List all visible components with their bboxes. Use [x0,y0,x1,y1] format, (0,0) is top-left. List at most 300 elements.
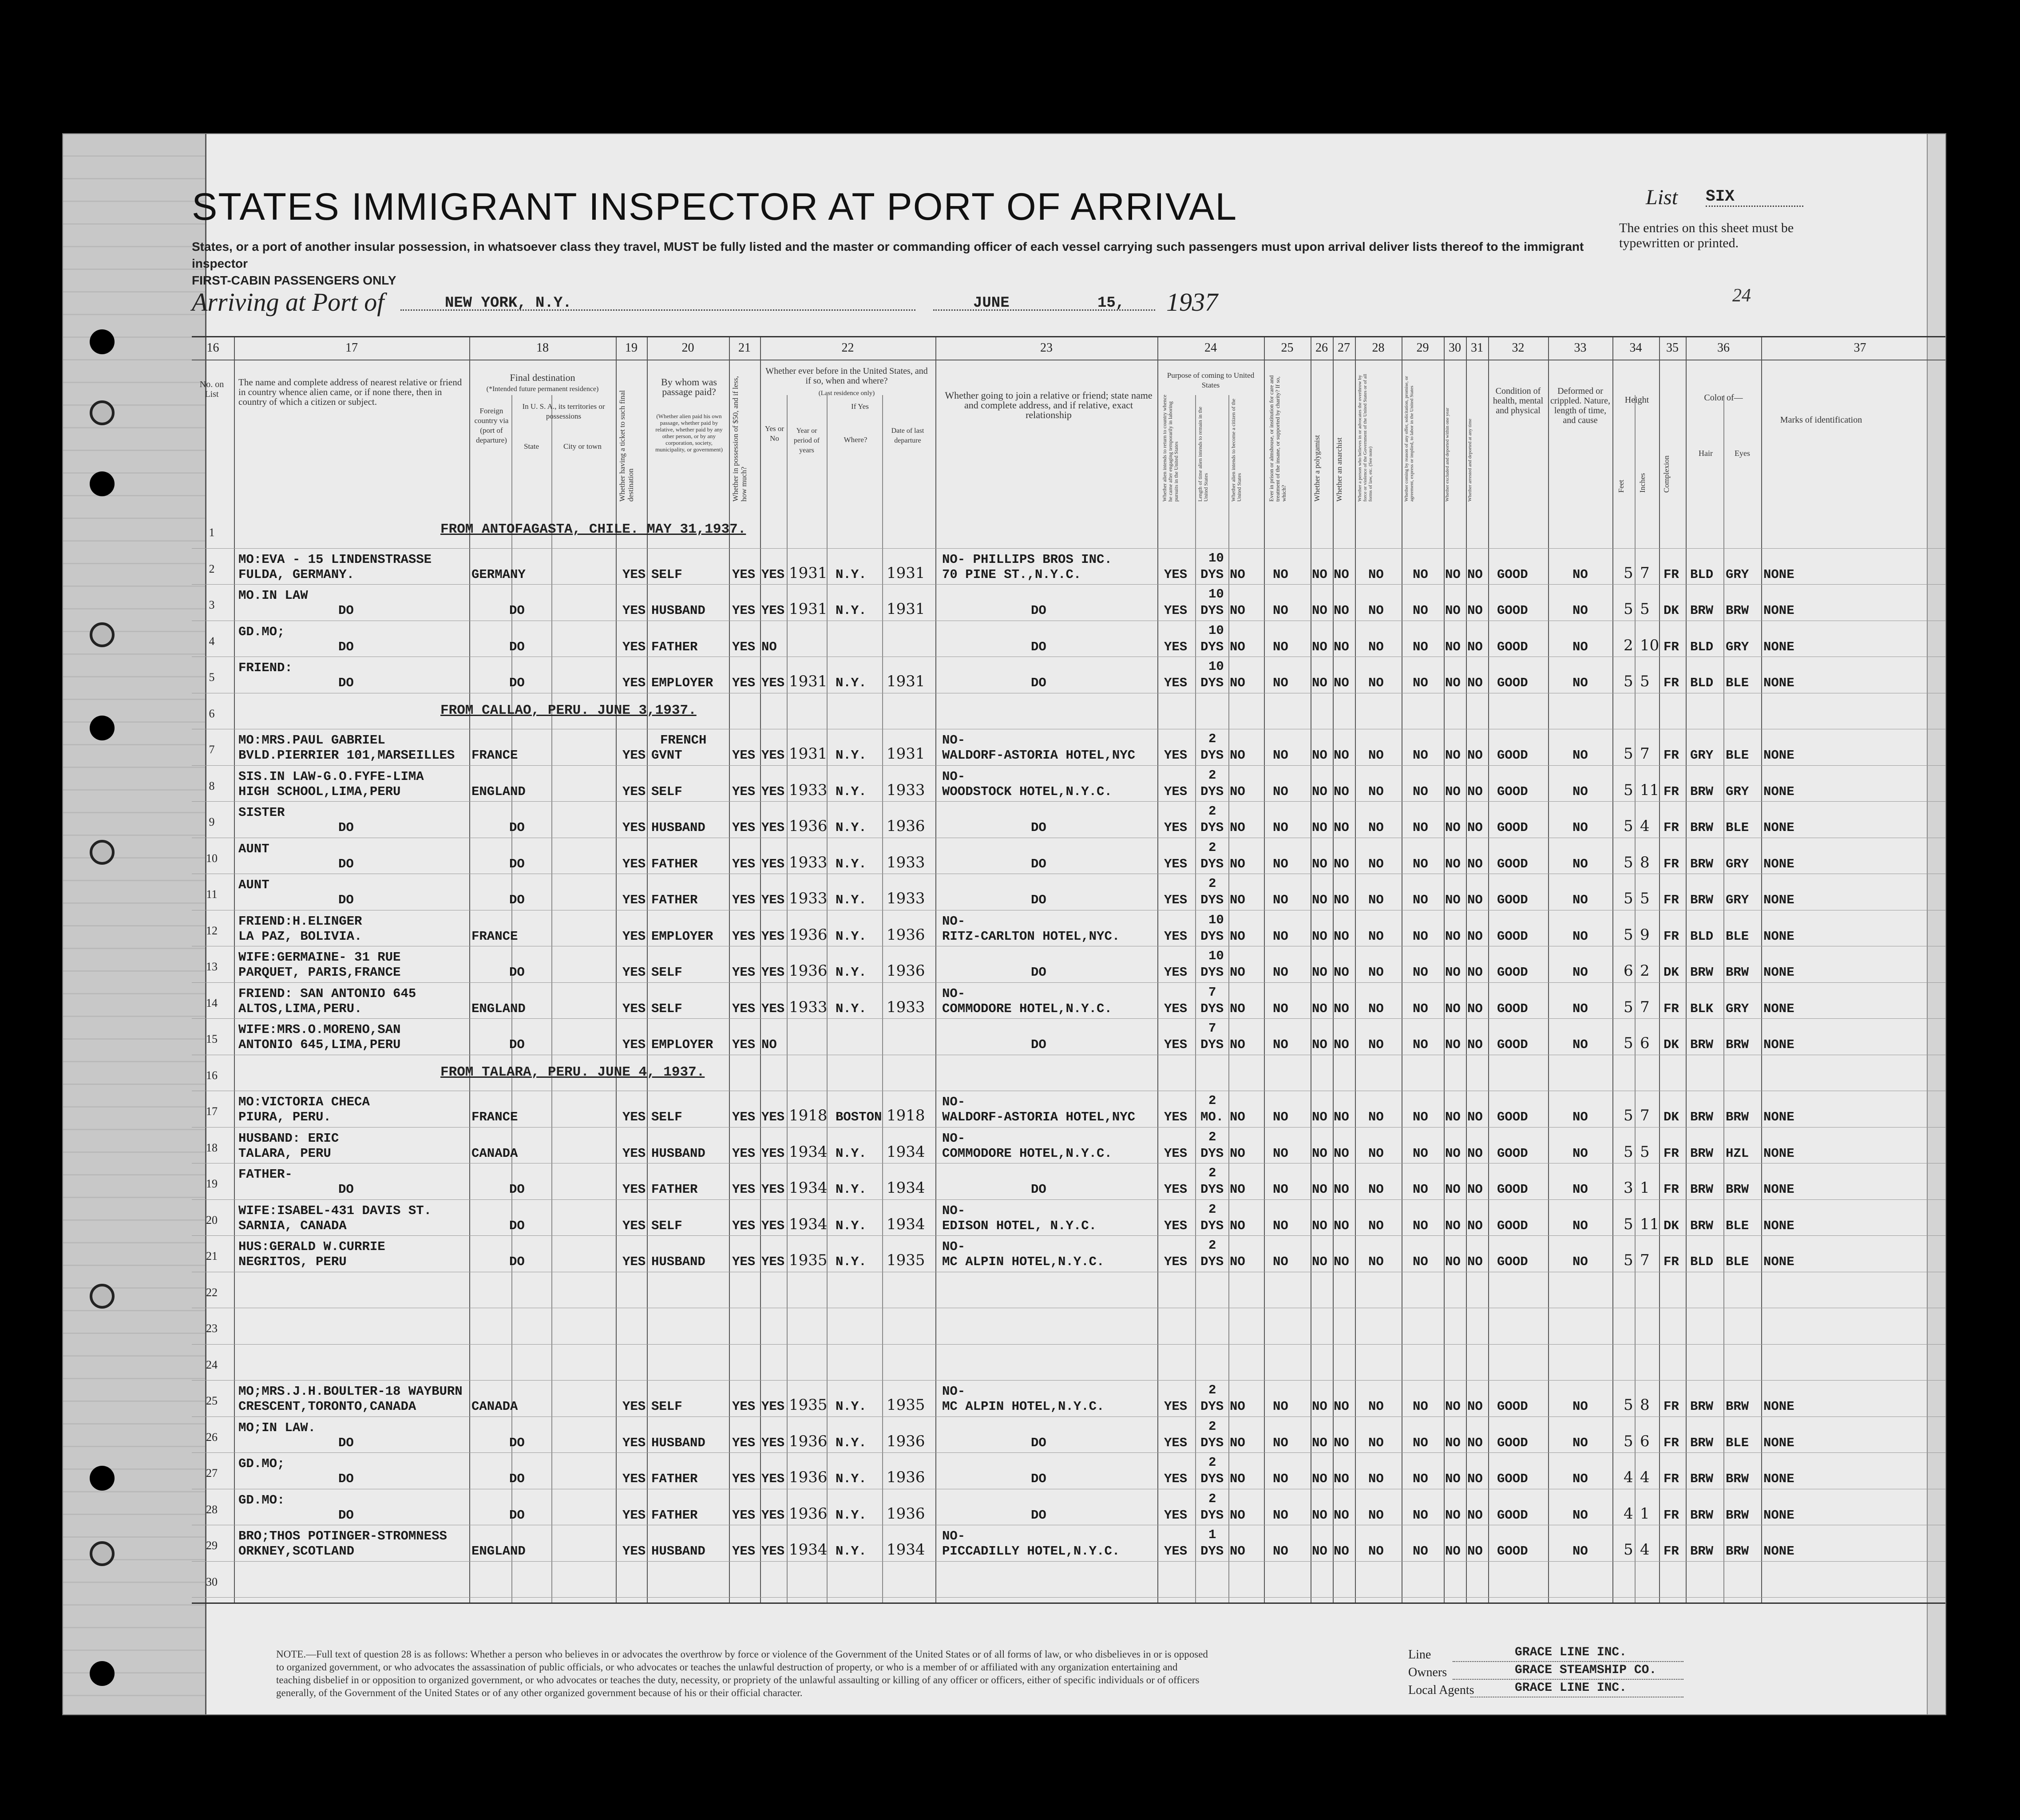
column-rule [1761,337,1762,1602]
cell-c31: NO [1467,1507,1483,1523]
punch-hole [90,840,115,865]
cell-rel1: MO.IN LAW [238,588,308,603]
header-inches: Inches [1638,473,1647,493]
cell-year: 1936 [789,1504,828,1523]
header-passage-paid-sub: (Whether alien paid his own passage, whether paid by relative, whether paid by any other person, or by any corporation, society, municipality, or government) [655,413,723,453]
cell-rel1: FRIEND: [238,661,293,675]
cell-paid: SELF [651,567,682,582]
cell-dest: DO [509,1472,525,1486]
cell-c28: NO [1368,1110,1384,1124]
cell-hair: BRW [1690,1037,1714,1052]
cell-eyes: BLE [1726,820,1749,835]
cell-before: YES [761,748,785,763]
cell-where: N.Y. [836,965,867,980]
cell-join2: DO [1031,965,1046,980]
cell-eyes: HZL [1726,1146,1749,1161]
cell-c28: NO [1368,1507,1384,1523]
cell-money: YES [732,1146,756,1161]
cell-before: YES [761,820,785,835]
column-number: 31 [1471,341,1483,355]
cell-hair: BRW [1690,1182,1714,1197]
cell-marks: NONE [1763,639,1794,654]
cell-ret: YES [1164,856,1188,871]
cell-anar: NO [1334,893,1349,907]
cell-join2: DO [1031,676,1046,690]
cell-inches: 7 [1640,998,1650,1016]
cell-foreign: FRANCE [471,1110,518,1124]
cell-rel1: HUS:GERALD W.CURRIE [238,1239,385,1254]
cell-ret: YES [1164,1146,1188,1161]
cell-join2: EDISON HOTEL, N.Y.C. [942,1218,1097,1233]
cell-ret: YES [1164,1037,1188,1052]
arrival-day: 15, [1097,295,1125,312]
cell-money: YES [732,639,756,654]
cell-rel1: HUSBAND: ERIC [238,1131,339,1146]
row-number: 8 [209,779,215,792]
cell-ticket: YES [622,748,646,763]
cell-health: GOOD [1497,1037,1528,1052]
list-label: List [1646,186,1678,209]
cell-inches: 6 [1640,1432,1650,1450]
cell-c29: NO [1413,1399,1428,1414]
cell-stay1: 2 [1208,1166,1216,1180]
cell-eyes: BLE [1726,1254,1749,1269]
cell-c31: NO [1467,1254,1483,1269]
punch-hole [90,622,115,647]
cell-rel2: DO [338,893,354,907]
cell-anar: NO [1334,1507,1349,1523]
cell-health: GOOD [1497,1254,1528,1269]
cell-eyes: BLE [1726,676,1749,690]
cell-poly: NO [1312,1110,1327,1124]
cell-eyes: GRY [1726,1001,1749,1016]
cell-rel2: DO [338,1472,354,1486]
cell-rel2: DO [338,676,354,690]
cell-marks: NONE [1763,1110,1794,1124]
cell-health: GOOD [1497,1218,1528,1233]
cell-cit: NO [1230,1472,1245,1486]
cell-deform: NO [1572,1110,1588,1124]
cell-hair: BRW [1690,1472,1714,1486]
cell-where: N.Y. [836,1507,867,1523]
header-state: State [524,442,539,451]
cell-ticket: YES [622,856,646,871]
cell-health: GOOD [1497,676,1528,690]
cell-rel2: FULDA, GERMANY. [238,567,355,582]
header-purpose-citizen: Whether alien intends to become a citizen of the United States [1230,399,1242,502]
column-number: 30 [1449,341,1461,355]
cell-poly: NO [1312,676,1327,690]
cell-c30: NO [1445,1110,1461,1124]
cell-c29: NO [1413,676,1428,690]
row-number: 10 [206,851,218,865]
column-rule [234,337,235,1602]
cell-year: 1934 [789,1143,828,1161]
cell-paid: EMPLOYER [651,929,713,944]
page-number: 24 [1732,285,1751,306]
cell-stay2: DYS [1200,676,1224,690]
cell-where: N.Y. [836,1001,867,1016]
column-rule [1264,337,1265,1602]
cell-rel2: ALTOS,LIMA,PERU. [238,1001,362,1016]
punch-hole [90,1661,115,1686]
cell-c29: NO [1413,965,1428,980]
cell-cit: NO [1230,856,1245,871]
sub-column-rule [1195,395,1196,1602]
cell-rel1: MO;IN LAW. [238,1420,316,1435]
cell-paid: SELF [651,965,682,980]
cell-c31: NO [1467,965,1483,980]
cell-marks: NONE [1763,1146,1794,1161]
passenger-class: FIRST-CABIN PASSENGERS ONLY [192,273,396,287]
cell-money: YES [732,1399,756,1414]
cell-c30: NO [1445,965,1461,980]
column-number: 22 [841,341,854,355]
cell-marks: NONE [1763,603,1794,618]
column-rule [1659,337,1660,1602]
cell-ret: YES [1164,1472,1188,1486]
cell-paid: HUSBAND [651,603,705,618]
cell-before: YES [761,1182,785,1197]
cell-foreign: CANADA [471,1399,518,1414]
cell-stay2: DYS [1200,1435,1224,1450]
cell-before: YES [761,1399,785,1414]
cell-deform: NO [1572,1399,1588,1414]
column-rule [1157,337,1158,1602]
cell-prison: NO [1273,603,1288,618]
manifest-table [192,336,1946,1604]
cell-marks: NONE [1763,929,1794,944]
cell-paid1: FRENCH [660,733,707,748]
cell-money: YES [732,1110,756,1124]
cell-c30: NO [1445,856,1461,871]
cell-c29: NO [1413,893,1428,907]
cell-c31: NO [1467,1218,1483,1233]
cell-stay2: DYS [1200,1507,1224,1523]
cell-poly: NO [1312,893,1327,907]
cell-ret: YES [1164,965,1188,980]
cell-ret: YES [1164,1182,1188,1197]
cell-stay1: 2 [1208,768,1216,783]
cell-rel1: FRIEND: SAN ANTONIO 645 [238,986,416,1001]
cell-anar: NO [1334,1544,1349,1559]
cell-stay1: 10 [1208,587,1224,601]
cell-money: YES [732,1472,756,1486]
footer-note: NOTE.—Full text of question 28 is as follows: Whether a person who believes in or advocates the overthrow by force or violence of the Government of the United States or of all forms of law, or who disbelieves in or is opposed to organized government, or who advocates the assassination of public officials, or who advocates or teaches the unlawful destruction of property, or who is a member of or affiliated with any organization entertaining and teaching disbelief in or opposition to organized government, or who advocates or teaches the duty, necessity, or propriety of the unlawful assaulting or killing of any officer or officers, either of specific individuals or of officers generally, of the Government of the United States or of any other organized government because of his or their official character. [276,1649,1208,1698]
cell-join2: RITZ-CARLTON HOTEL,NYC. [942,929,1120,944]
cell-anar: NO [1334,1254,1349,1269]
cell-ticket: YES [622,639,646,654]
cell-deform: NO [1572,1182,1588,1197]
cell-health: GOOD [1497,567,1528,582]
line-label: Line [1408,1648,1431,1662]
cell-dep: 1934 [887,1541,925,1559]
cell-money: YES [732,1507,756,1523]
typewritten-note: The entries on this sheet must be typewritten or printed. [1619,221,1794,250]
cell-money: YES [732,676,756,690]
cell-deform: NO [1572,676,1588,690]
cell-poly: NO [1312,1435,1327,1450]
cell-anar: NO [1334,1037,1349,1052]
line-value: GRACE LINE INC. [1515,1646,1627,1659]
column-rule [1355,337,1356,1602]
cell-paid: GVNT [651,748,682,763]
cell-before: YES [761,893,785,907]
cell-c31: NO [1467,567,1483,582]
cell-before: YES [761,929,785,944]
row-number: 19 [206,1177,218,1190]
cell-rel1: BRO;THOS POTINGER-STROMNESS [238,1529,447,1543]
cell-year: 1933 [789,998,828,1016]
cell-feet: 5 [1624,781,1633,799]
cell-inches: 4 [1640,1468,1650,1486]
header-passage-paid: By whom was passage paid? [661,376,717,397]
cell-prison: NO [1273,856,1288,871]
header-where: Where? [844,435,867,444]
cell-foreign: ENGLAND [471,784,526,799]
cell-health: GOOD [1497,1507,1528,1523]
cell-ticket: YES [622,676,646,690]
cell-c29: NO [1413,1110,1428,1124]
cell-c29: NO [1413,603,1428,618]
cell-prison: NO [1273,1254,1288,1269]
row-number: 30 [206,1575,218,1588]
cell-cit: NO [1230,1544,1245,1559]
cell-stay2: DYS [1200,1254,1224,1269]
cell-health: GOOD [1497,1001,1528,1016]
page-title: STATES IMMIGRANT INSPECTOR AT PORT OF ARRIVAL [192,186,1238,228]
row-number: 21 [206,1250,218,1262]
row-number: 22 [206,1286,218,1299]
cell-eyes: GRY [1726,639,1749,654]
cell-feet: 6 [1624,962,1633,980]
cell-join2: DO [1031,1182,1046,1197]
row-number: 6 [209,707,215,720]
cell-cit: NO [1230,1037,1245,1052]
cell-dep: 1931 [887,600,925,618]
cell-c29: NO [1413,1254,1428,1269]
cell-inches: 7 [1640,564,1650,582]
cell-health: GOOD [1497,784,1528,799]
row-number: 18 [206,1141,218,1154]
cell-money: YES [732,1218,756,1233]
row-number: 13 [206,960,218,973]
cell-hair: BRW [1690,965,1714,980]
cell-feet: 5 [1624,998,1633,1016]
cell-inches: 5 [1640,1143,1650,1161]
row-divider [192,548,1946,549]
cell-join1: NO- [942,1529,966,1543]
cell-health: GOOD [1497,929,1528,944]
cell-stay2: DYS [1200,1146,1224,1161]
cell-paid: HUSBAND [651,1435,705,1450]
cell-health: GOOD [1497,820,1528,835]
cell-c30: NO [1445,1544,1461,1559]
cell-c29: NO [1413,1544,1428,1559]
cell-inches: 4 [1640,1541,1650,1559]
cell-rel2: HIGH SCHOOL,LIMA,PERU [238,784,401,799]
cell-anar: NO [1334,567,1349,582]
cell-dest: DO [509,1435,525,1450]
cell-ticket: YES [622,1110,646,1124]
cell-stay1: 2 [1208,1093,1216,1108]
cell-comp: DK [1664,965,1679,980]
header-purpose-return: Whether alien intends to return to country whence he came after engaging temporarily in laboring pursuits in the United States [1161,395,1179,502]
cell-stay2: DYS [1200,820,1224,835]
cell-eyes: BRW [1726,1182,1749,1197]
cell-poly: NO [1312,1001,1327,1016]
cell-join2: DO [1031,856,1046,871]
column-number: 35 [1666,341,1679,355]
cell-eyes: BRW [1726,1037,1749,1052]
cell-stay2: DYS [1200,639,1224,654]
row-divider [192,1380,1946,1381]
cell-c31: NO [1467,603,1483,618]
cell-paid: SELF [651,1218,682,1233]
header-yes-no: Yes or No [764,424,784,443]
cell-stay1: 7 [1208,985,1216,1000]
cell-rel2: BVLD.PIERRIER 101,MARSEILLES [238,748,455,763]
cell-deform: NO [1572,856,1588,871]
cell-stay2: DYS [1200,1218,1224,1233]
cell-feet: 5 [1624,1251,1633,1269]
row-divider [192,982,1946,983]
column-rule [1686,337,1687,1602]
column-rule [1548,337,1549,1602]
cell-year: 1935 [789,1251,828,1269]
cell-before: YES [761,784,785,799]
sub-column-rule [787,395,788,1602]
cell-anar: NO [1334,965,1349,980]
cell-deform: NO [1572,820,1588,835]
row-number: 23 [206,1322,218,1335]
row-divider [192,1561,1946,1562]
header-final-destination-sub: (*Intended future permanent residence) [486,385,599,393]
cell-cit: NO [1230,965,1245,980]
cell-health: GOOD [1497,965,1528,980]
cell-hair: BRW [1690,1218,1714,1233]
cell-rel2: DO [338,1435,354,1450]
cell-marks: NONE [1763,893,1794,907]
cell-c30: NO [1445,1182,1461,1197]
cell-deform: NO [1572,965,1588,980]
cell-foreign: ENGLAND [471,1001,526,1016]
cell-marks: NONE [1763,1544,1794,1559]
cell-stay2: DYS [1200,1037,1224,1052]
cell-where: N.Y. [836,856,867,871]
cell-inches: 4 [1640,817,1650,835]
row-divider [192,801,1946,802]
cell-prison: NO [1273,1001,1288,1016]
cell-dep: 1931 [887,673,925,690]
cell-join2: DO [1031,1472,1046,1486]
cell-money: YES [732,1435,756,1450]
cell-deform: NO [1572,893,1588,907]
cell-join2: COMMODORE HOTEL,N.Y.C. [942,1001,1112,1016]
cell-feet: 5 [1624,1034,1633,1052]
row-divider [192,1235,1946,1236]
cell-cit: NO [1230,676,1245,690]
cell-join1: NO- [942,1203,966,1218]
column-rule [1488,337,1489,1602]
cell-rel2: DO [338,820,354,835]
cell-stay1: 10 [1208,912,1224,927]
cell-marks: NONE [1763,676,1794,690]
cell-ticket: YES [622,1218,646,1233]
cell-join2: DO [1031,639,1046,654]
cell-c30: NO [1445,1472,1461,1486]
header-health: Condition of health, mental and physical [1493,386,1544,415]
cell-poly: NO [1312,820,1327,835]
cell-feet: 3 [1624,1179,1633,1197]
cell-c28: NO [1368,820,1384,835]
cell-comp: FR [1664,893,1679,907]
cell-rel1: MO;MRS.J.H.BOULTER-18 WAYBURN [238,1384,463,1399]
cell-ticket: YES [622,1037,646,1052]
cell-ticket: YES [622,784,646,799]
cell-health: GOOD [1497,1110,1528,1124]
cell-feet: 5 [1624,1432,1633,1450]
cell-hair: BLD [1690,1254,1714,1269]
cell-c31: NO [1467,1472,1483,1486]
punch-hole [90,716,115,740]
cell-deform: NO [1572,1544,1588,1559]
cell-comp: FR [1664,929,1679,944]
cell-money: YES [732,1182,756,1197]
cell-comp: FR [1664,639,1679,654]
cell-ret: YES [1164,1218,1188,1233]
cell-where: N.Y. [836,1218,867,1233]
cell-before: YES [761,567,785,582]
cell-hair: BRW [1690,856,1714,871]
cell-deform: NO [1572,1218,1588,1233]
cell-where: N.Y. [836,820,867,835]
row-number: 4 [209,634,215,648]
cell-c28: NO [1368,1037,1384,1052]
binding-strip [63,134,206,1714]
cell-before: YES [761,1507,785,1523]
cell-c30: NO [1445,639,1461,654]
agents-value: GRACE LINE INC. [1515,1681,1627,1695]
cell-c30: NO [1445,1435,1461,1450]
cell-health: GOOD [1497,893,1528,907]
cell-poly: NO [1312,639,1327,654]
cell-deform: NO [1572,1037,1588,1052]
cell-join2: WALDORF-ASTORIA HOTEL,NYC [942,748,1136,763]
cell-money: YES [732,1001,756,1016]
cell-anar: NO [1334,856,1349,871]
cell-c28: NO [1368,965,1384,980]
cell-c28: NO [1368,1435,1384,1450]
cell-paid: SELF [651,1399,682,1414]
header-feet: Feet [1617,479,1625,493]
punch-hole [90,1284,115,1309]
cell-c29: NO [1413,1146,1428,1161]
column-number: 18 [536,341,549,355]
cell-dep: 1934 [887,1215,925,1233]
cell-prison: NO [1273,1435,1288,1450]
column-rule [935,337,936,1602]
cell-hair: BLD [1690,639,1714,654]
cell-ret: YES [1164,567,1188,582]
arrival-month: JUNE [973,295,1010,312]
cell-before: YES [761,856,785,871]
cell-comp: FR [1664,567,1679,582]
cell-c31: NO [1467,893,1483,907]
cell-poly: NO [1312,1182,1327,1197]
cell-year: 1936 [789,817,828,835]
cell-paid: HUSBAND [651,1146,705,1161]
